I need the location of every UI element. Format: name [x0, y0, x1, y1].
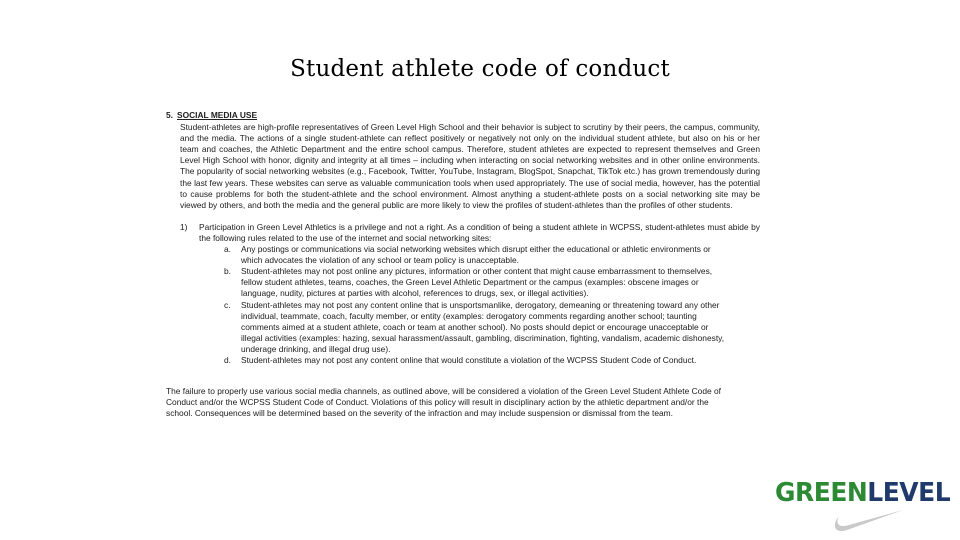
logo-word-level: LEVEL: [867, 478, 951, 508]
closing-paragraph: The failure to properly use various social media channels, as outlined above, will be considered a violation of the Green Level Student Athlete Code of Conduct and/or the WCPSS Student Code of Conduct. Violations of this policy will result in disciplinary action by the athletic department and/or the school. Consequences will be determined based on the severity of the infraction and may include suspension or dismissal from the team.: [166, 386, 721, 419]
item-text: Student-athletes may not post online any pictures, information or other content that might cause embarrassment to themselves, fellow student athletes, teams, coaches, the Green Level Athletic Department or the campus (examples: obscene images or language, nudity, pictures at parties with alcohol, references to drugs, sex, or illegal activities).: [241, 266, 713, 299]
list-item: [224, 355, 760, 366]
swoosh-icon: [829, 508, 905, 534]
logo-wordmark: [775, 478, 950, 508]
list-item: [224, 266, 760, 299]
rule-sublist: [166, 244, 760, 366]
section-number: 5.: [166, 110, 173, 120]
document-body: [166, 110, 760, 419]
section-heading: [166, 110, 760, 121]
intro-paragraph: Student-athletes are high-profile representatives of Green Level High School and their behavior is subject to scrutiny by their peers, the campus, community, and the media. The actions of a single student-athlete can reflect positively or negatively not only on the individual student athlete, but also on his or her team and coaches, the Athletic Department and the entire school campus. Therefore, student athletes are expected to represent themselves and Green Level High School with honor, dignity and integrity at all times – including when interacting on social networking websites and in other online environments. The popularity of social networking websites (e.g., Facebook, Twitter, YouTube, Instagram, BlogSpot, Snapchat, TikTok etc.) has grown tremendously during the last few years. These websites can serve as valuable communication tools when used appropriately. The use of social media, however, has the potential to cause problems for both the student-athlete and the school environment. Almost anything a student-athlete posts on a social networking site may be viewed by others, and both the media and the general public are more likely to view the profiles of student-athletes than the profiles of other students.: [180, 122, 760, 210]
rule-text: Participation in Green Level Athletics is a privilege and not a right. As a condition of being a student athlete in WCPSS, student-athletes must abide by the following rules related to the use of the internet and social networking sites:: [199, 221, 760, 243]
green-level-logo: [775, 478, 957, 538]
item-text: Student-athletes may not post any content online that is unsportsmanlike, derogatory, demeaning or threatening toward any other individual, teammate, coach, faculty member, or entity (examples: derogatory comments regarding another school; taunting comments aimed at a student athlete, coach or team at another school). No posts should depict or encourage unacceptable or illegal activities (examples: hazing, sexual harassment/assault, gambling, discrimination, fighting, vandalism, academic dishonesty, underage drinking, and illegal drug use).: [241, 299, 725, 354]
section-title: SOCIAL MEDIA USE: [177, 110, 258, 120]
list-item: [224, 300, 760, 355]
item-letter: b.: [224, 266, 231, 277]
rule-item: [180, 222, 760, 244]
rule-number: 1): [180, 221, 188, 232]
slide-title: Student athlete code of conduct: [290, 56, 670, 82]
item-letter: d.: [224, 354, 231, 365]
item-text: Any postings or communications via social networking websites which disrupt either the educational or athletic environments or which advocates the violation of any school or team policy is unacceptable.: [241, 244, 711, 266]
list-item: [224, 244, 760, 266]
logo-word-green: GREEN: [775, 478, 868, 508]
item-letter: a.: [224, 244, 231, 255]
item-text: Student-athletes may not post any content online that would constitute a violation of the WCPSS Student Code of Conduct.: [241, 354, 697, 365]
item-letter: c.: [224, 299, 231, 310]
